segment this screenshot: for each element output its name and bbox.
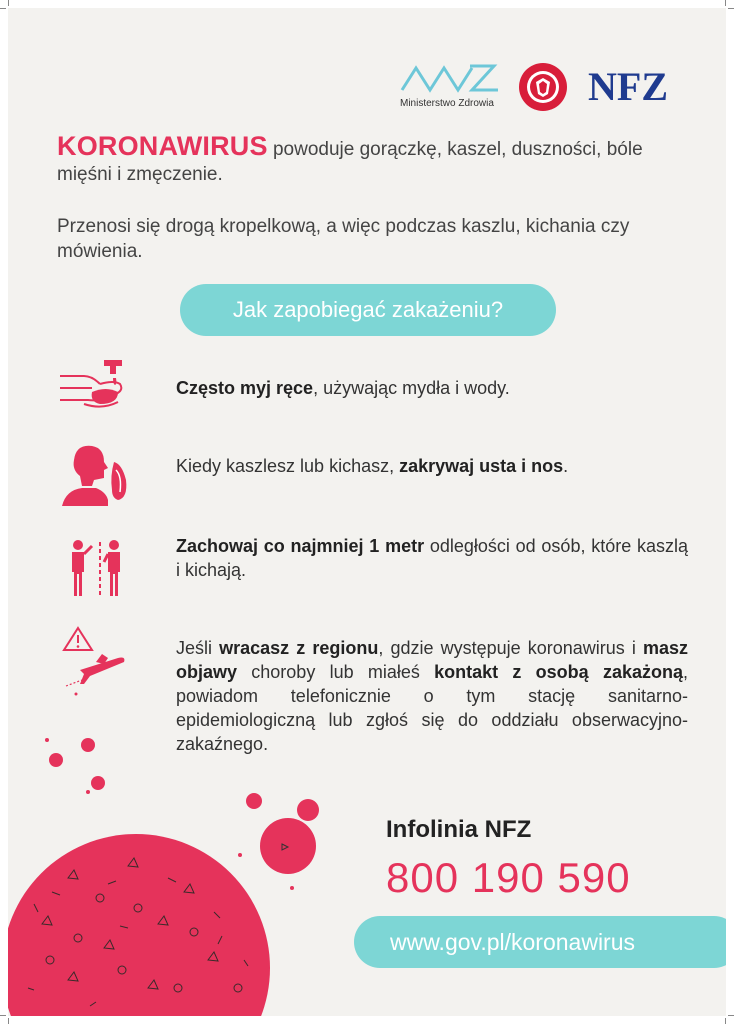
crop-mark [0, 1015, 6, 1016]
tip-text: , powiadom telefonicznie o tym stację sanitarno-epidemiologiczną lub zgłoś się do oddziału obserwacyjno-zakaźnego. [176, 662, 688, 754]
tip-text: odległości od osób, które kaszlą i kichają. [176, 536, 688, 580]
handwash-icon [58, 354, 130, 412]
tip-text: Jeśli [176, 638, 220, 658]
ministry-logo-text: Ministerstwo Zdrowia [400, 98, 494, 109]
tip-text: , używając mydła i wody. [313, 378, 510, 398]
crop-mark [8, 0, 9, 6]
transmission-text: Przenosi się drogą kropelkową, a więc podczas kaszlu, kichania czy mówienia. [57, 216, 630, 262]
poster [8, 8, 726, 1016]
tip-emphasis: Zachowaj co najmniej 1 metr [176, 536, 425, 556]
headline-koronawirus: KORONAWIRUS [57, 131, 268, 161]
intro-symptoms [57, 131, 697, 187]
virus-decoration [8, 688, 338, 1016]
ministry-logo [400, 60, 504, 116]
crop-mark [725, 1018, 726, 1024]
nfz-logo [586, 60, 678, 108]
tip-text: , gdzie występuje koronawirus i [378, 638, 643, 658]
sanitary-inspection-seal-logo [518, 62, 568, 112]
tip-emphasis: kontakt z osobą zakażoną [434, 662, 683, 682]
distance-icon [64, 538, 126, 598]
nfz-logo-text: NFZ [588, 64, 668, 108]
crop-mark [728, 1015, 734, 1016]
cough-cover-icon [60, 440, 130, 506]
infolinia-label: Infolinia NFZ [386, 816, 532, 843]
tip-emphasis: Często myj ręce [176, 378, 314, 398]
tip-text: choroby lub miałeś [237, 662, 435, 682]
tip-emphasis: zakrywaj usta i nos [399, 456, 564, 476]
crop-mark [725, 0, 726, 6]
prevention-title: Jak zapobiegać zakażeniu? [180, 284, 556, 336]
tip-handwashing [176, 376, 688, 400]
tip-text: Kiedy kaszlesz lub kichasz, [176, 456, 400, 476]
tip-emphasis: wracasz z regionu [219, 638, 379, 658]
crop-mark [0, 8, 6, 9]
symptoms-text: powoduje gorączkę, kaszel, duszności, bóle mięśni i zmęczenie. [57, 139, 643, 185]
travel-warning-icon [62, 624, 128, 696]
phone-number[interactable]: 800 190 590 [386, 854, 631, 901]
tip-text: . [563, 456, 569, 476]
tip-cover-mouth [176, 454, 688, 478]
tip-keep-distance [176, 534, 688, 582]
tip-emphasis: masz objawy [176, 638, 688, 682]
crop-mark [8, 1018, 9, 1024]
crop-mark [728, 8, 734, 9]
website-link[interactable]: www.gov.pl/koronawirus [354, 916, 726, 968]
